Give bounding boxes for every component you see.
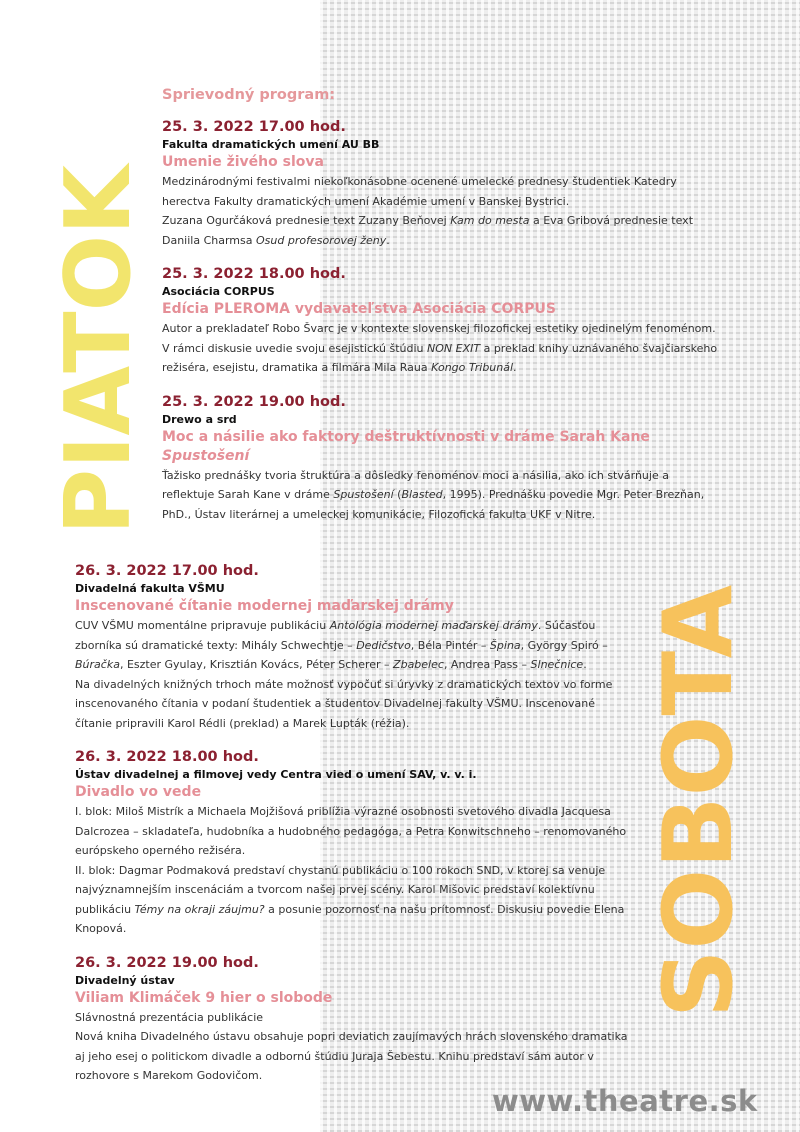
description-text: Ťažisko prednášky tvoria štruktúra a dôsledky fenoménov moci a násilia, ako ich stvárňuje a reflektuje Sarah Kane v dráme [162, 468, 669, 501]
friday-program [162, 87, 722, 538]
event-organizer: Divadelná fakulta VŠMU [75, 582, 225, 595]
event-description [75, 616, 635, 733]
program-event [75, 561, 635, 733]
description-text: , 1995). Prednášku povedie Mgr. Peter Brezňan, PhD., Ústav literárnej a umeleckej komunikácie, Filozofická fakulta UKF v Nitre. [162, 488, 705, 521]
work-title-italic: Dedičstvo [356, 638, 411, 652]
description-text: Na divadelných knižných trhoch máte možnosť vypočuť si úryvky z dramatických textov vo forme inscenovaného čítania v podaní študentiek a študentov Divadelnej fakulty VŠMU. Inscenované čítanie pripravili Karol Rédli (preklad) a Marek Lupták (réžia). [75, 677, 613, 730]
work-title-italic: Blasted [401, 488, 443, 501]
program-event [75, 953, 635, 1086]
description-text: a preklad knihy uznávaného švajčiarskeho režiséra, esejistu, dramatika a filmára Mila Raua [162, 341, 718, 374]
program-event [162, 264, 722, 378]
event-organizer: Divadelný ústav [75, 973, 175, 987]
program-event [162, 117, 722, 250]
description-text: , Eszter Gyulay, Krisztián Kovács, Péter Scherer – [119, 658, 394, 671]
event-date: 26. 3. 2022 17.00 hod. [75, 563, 259, 579]
event-organizer: Ústav divadelnej a filmovej vedy Centra vied o umení SAV, v. v. i. [75, 768, 477, 781]
work-title-italic: Kam do mesta [450, 214, 530, 227]
event-date: 25. 3. 2022 19.00 hod. [162, 393, 346, 410]
event-description [162, 319, 722, 378]
website-url[interactable]: www.theatre.sk [492, 1084, 758, 1118]
description-text: I. blok: Miloš Mistrík a Michaela Mojžišová priblížia výrazné osobnosti svetového divadla Jacquesa Dalcrozea – skladateľa, hudobníka a hudobného pedagóga, a Petra Konwitschneho – renomovaného európskeho operného režiséra. [75, 805, 627, 857]
event-title: Viliam Klimáček 9 hier o slobode [75, 989, 333, 1006]
event-organizer: Drewo a srd [162, 412, 237, 426]
work-title-italic: Témy na okraji záujmu? [134, 902, 265, 916]
event-date: 26. 3. 2022 18.00 hod. [75, 749, 259, 765]
event-description [162, 172, 722, 250]
description-text: II. blok: Dagmar Podmaková predstaví chystanú publikáciu o 100 rokoch SND, v ktorej sa venuje najvýznamnejším inscenáciám a tvorcom našej prvej scény. Karol Mišovic predstaví kolektívnu publikáciu [75, 863, 606, 916]
event-title: Divadlo vo vede [75, 784, 202, 800]
program-event [75, 747, 635, 939]
work-title-italic: Kongo Tribunál [431, 361, 514, 374]
description-text: . [583, 658, 587, 671]
description-text: . Súčasťou zborníka sú dramatické texty: Mihály Schwechtje – [75, 619, 596, 652]
description-text: a posunie pozornosť na našu prítomnosť. Diskusiu povedie Elena Knopová. [75, 902, 625, 935]
event-title: Moc a násilie ako faktory deštruktívnosti v dráme Sarah Kane [162, 428, 650, 445]
work-title-italic: Búračka [75, 658, 120, 671]
day-label-friday: PIATOK [46, 165, 151, 535]
saturday-program [75, 561, 635, 1100]
description-text: Zuzana Ogurčáková prednesie text Zuzany Beňovej [162, 214, 451, 227]
event-description [162, 466, 722, 525]
day-label-saturday: SOBOTA [644, 584, 754, 1018]
event-date: 25. 3. 2022 17.00 hod. [162, 119, 346, 135]
program-event [162, 392, 722, 525]
work-title-italic: Spustošení [333, 488, 394, 501]
saturday-events-list [75, 561, 635, 1086]
description-text: Slávnostná prezentácia publikácie [75, 1010, 264, 1024]
description-text: Autor a prekladateľ Robo Švarc je v kontexte slovenskej filozofickej estetiky ojedinelým fenoménom. V rámci diskusie uvedie svoju esejistickú štúdiu [162, 322, 716, 355]
description-text: . [386, 233, 390, 247]
event-organizer: Fakulta dramatických umení AU BB [162, 138, 380, 151]
friday-events-list [162, 117, 722, 524]
event-title: Inscenované čítanie modernej maďarskej drámy [75, 598, 454, 614]
description-text: , Béla Pintér – [410, 638, 490, 652]
description-text: Medzinárodnými festivalmi niekoľkonásobne ocenené umelecké prednesy študentiek Katedry herectva Fakulty dramatických umení Akadémie umení v Banskej Bystrici. [162, 175, 677, 208]
event-date: 25. 3. 2022 18.00 hod. [162, 266, 346, 282]
work-title-italic: Špina [489, 638, 521, 652]
event-title: Umenie živého slova [162, 154, 324, 170]
description-text: ( [393, 488, 402, 501]
description-text: a Eva Gribová prednesie text Daniila Charmsa [162, 214, 694, 247]
program-heading: Sprievodný program: [162, 87, 336, 103]
event-description [75, 802, 635, 939]
event-description [75, 1008, 635, 1086]
description-text: . [513, 361, 517, 374]
work-title-italic: Zbabelec [393, 658, 444, 671]
event-title: Edícia PLEROMA vydavateľstva Asociácia CORPUS [162, 301, 556, 317]
event-organizer: Asociácia CORPUS [162, 285, 275, 298]
work-title-italic: Slnečnice [530, 658, 584, 671]
event-subtitle: Spustošení [162, 447, 250, 464]
work-title-italic: Osud profesorovej ženy [256, 233, 387, 247]
work-title-italic: Antológia modernej maďarskej drámy [329, 619, 538, 632]
event-date: 26. 3. 2022 19.00 hod. [75, 954, 259, 971]
description-text: , Andrea Pass – [443, 658, 531, 671]
description-text: CUV VŠMU momentálne pripravuje publikáciu [75, 619, 330, 632]
description-text: , György Spiró – [520, 638, 608, 652]
description-text: Nová kniha Divadelného ústavu obsahuje popri deviatich zaujímavých hrách slovenského dramatika aj jeho esej o politickom divadle a odbornú štúdiu Juraja Šebestu. Knihu predstaví sám autor v rozhovore s Marekom Godovičom. [75, 1030, 628, 1082]
work-title-italic: NON EXIT [427, 341, 481, 355]
